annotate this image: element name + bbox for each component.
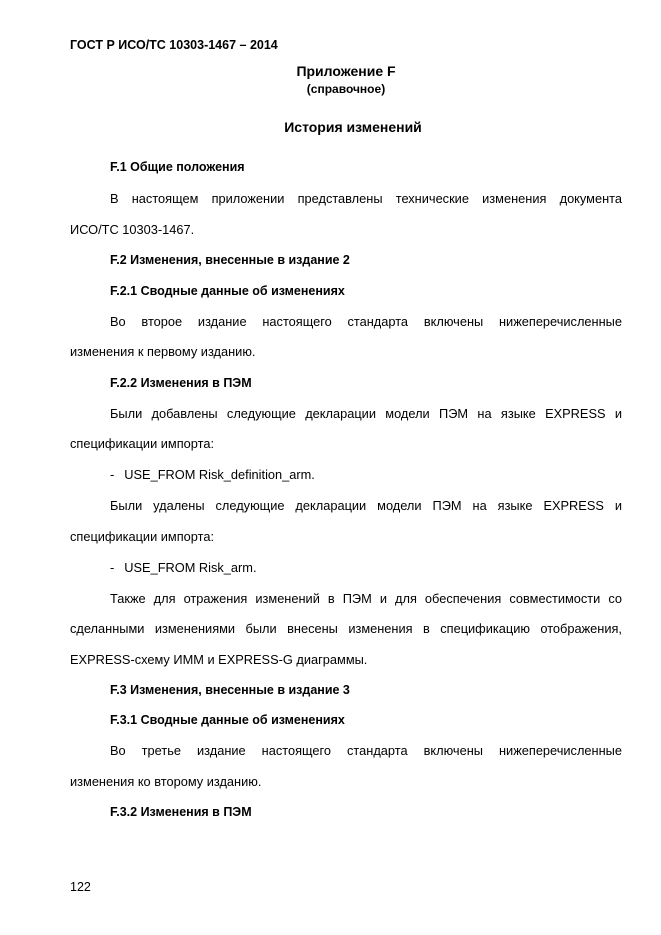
list-item [110,467,315,482]
section-title: История изменений [284,119,422,135]
f2-2-removed-line-1: Были удалены следующие декларации модели ПЭМ на языке EXPRESS и [110,498,622,513]
list-item-text: USE_FROM Risk_definition_arm. [124,467,315,482]
f3-1-paragraph-line-2: изменения ко второму изданию. [70,774,262,789]
f2-2-also-line-2: сделанными изменениями были внесены изменения в спецификацию отображения, [70,621,622,636]
appendix-subtitle: (справочное) [306,82,386,96]
list-dash: - [110,467,115,482]
f1-paragraph-line-2: ИСО/ТС 10303-1467. [70,222,195,237]
f2-2-also-line-1: Также для отражения изменений в ПЭМ и для обеспечения совместимости со [110,591,622,606]
f2-2-also-line-3: EXPRESS-схему ИММ и EXPRESS-G диаграммы. [70,652,368,667]
heading-f3: F.3 Изменения, внесенные в издание 3 [110,683,350,697]
document-header: ГОСТ Р ИСО/ТС 10303-1467 – 2014 [70,38,278,52]
heading-f2-2: F.2.2 Изменения в ПЭМ [110,376,252,390]
list-item-text: USE_FROM Risk_arm. [124,560,257,575]
f1-paragraph-line-1: В настоящем приложении представлены технические изменения документа [110,191,622,206]
heading-f1: F.1 Общие положения [110,160,245,174]
f3-1-paragraph-line-1: Во третье издание настоящего стандарта включены нижеперечисленные [110,743,622,758]
f2-2-removed-line-2: спецификации импорта: [70,529,214,544]
heading-f3-2: F.3.2 Изменения в ПЭМ [110,805,252,819]
heading-f3-1: F.3.1 Сводные данные об изменениях [110,713,345,727]
f2-1-paragraph-line-2: изменения к первому изданию. [70,344,256,359]
f2-2-added-line-1: Были добавлены следующие декларации модели ПЭМ на языке EXPRESS и [110,406,622,421]
appendix-title: Приложение F [296,63,396,79]
f2-1-paragraph-line-1: Во второе издание настоящего стандарта включены нижеперечисленные [110,314,622,329]
list-dash: - [110,560,115,575]
heading-f2-1: F.2.1 Сводные данные об изменениях [110,284,345,298]
page-number: 122 [70,880,91,894]
heading-f2: F.2 Изменения, внесенные в издание 2 [110,253,350,267]
f2-2-added-line-2: спецификации импорта: [70,436,214,451]
list-item [110,560,257,575]
